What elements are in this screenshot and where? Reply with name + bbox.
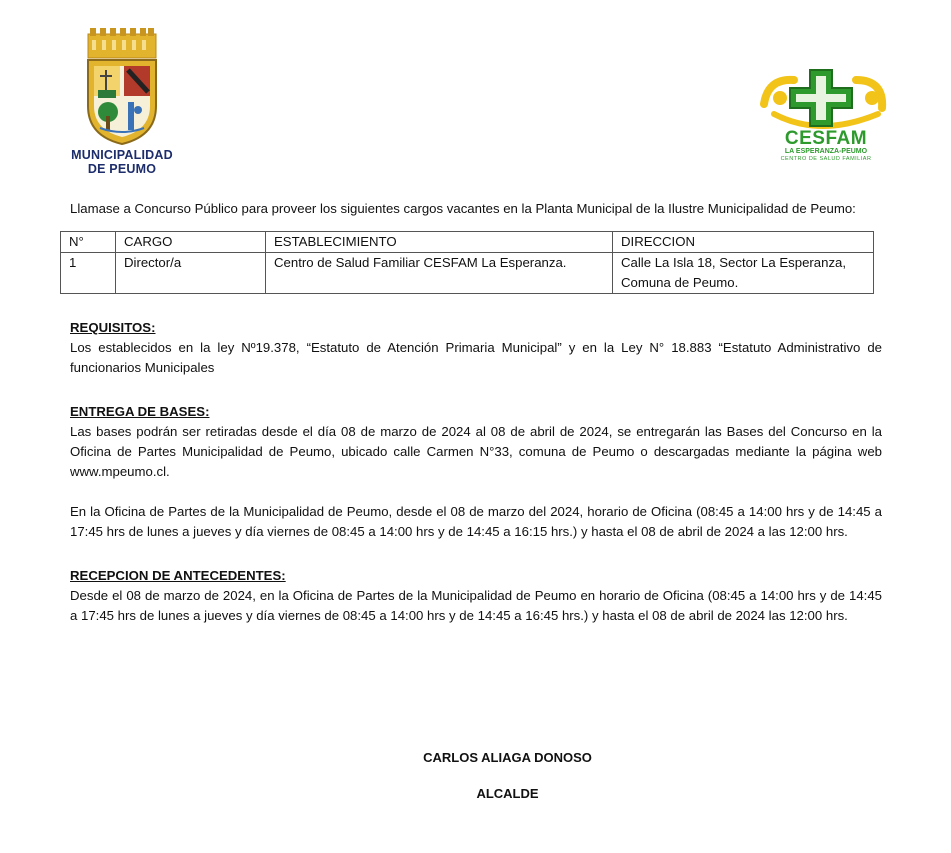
header-cargo: CARGO [116, 232, 266, 253]
municipal-logo-line2: DE PEUMO [87, 162, 157, 176]
recepcion-section [70, 566, 882, 626]
cell-establecimiento: Centro de Salud Familiar CESFAM La Esperanza. [266, 253, 613, 294]
signature-name-text: CARLOS ALIAGA DONOSO [423, 750, 592, 765]
municipal-logo [62, 28, 182, 178]
cesfam-subtitle: LA ESPERANZA-PEUMO [784, 148, 868, 155]
signature-name [0, 750, 951, 765]
table-row [61, 253, 874, 294]
cesfam-name: CESFAM [784, 128, 868, 149]
cesfam-logo [760, 68, 890, 168]
intro-paragraph: Llamase a Concurso Público para proveer los siguientes cargos vacantes en la Planta Municipal de la Ilustre Municipalidad de Peumo: [70, 201, 856, 216]
cell-cargo: Director/a [116, 253, 266, 294]
header-establecimiento: ESTABLECIMIENTO [266, 232, 613, 253]
vacancies-table [60, 231, 874, 294]
signature-role [0, 786, 951, 801]
recepcion-title: RECEPCION DE ANTECEDENTES: [70, 568, 286, 583]
document-body [70, 199, 882, 626]
entrega-title: ENTREGA DE BASES: [70, 404, 210, 419]
table-header-row [61, 232, 874, 253]
municipal-logo-line1: MUNICIPALIDAD [71, 148, 173, 162]
cesfam-tagline: CENTRO DE SALUD FAMILIAR [780, 156, 872, 162]
entrega-section [70, 402, 882, 542]
entrega-paragraph-1: Las bases podrán ser retiradas desde el día 08 de marzo de 2024 al 08 de abril de 2024, se entregarán las Bases del Concurso en la Oficina de Partes Municipalidad de Peumo, ubicado calle Carmen N°33, comuna de Peumo o descargadas mediante la página web www.mpeumo.cl. [70, 424, 882, 479]
recepcion-text: Desde el 08 de marzo de 2024, en la Oficina de Partes de la Municipalidad de Peumo en horario de Oficina (08:45 a 14:00 hrs y de 14:45 a 17:45 hrs de lunes a jueves y día viernes de 08:45 a 14:00 hrs y de 14:45 a 16:45 hrs.) y hasta el 08 de abril de 2024 las 12:00 hrs. [70, 588, 882, 623]
health-cross-icon [760, 68, 890, 132]
coat-of-arms-icon [62, 28, 182, 146]
cell-number: 1 [61, 253, 116, 294]
signature-role-text: ALCALDE [476, 786, 539, 801]
header-number: N° [61, 232, 116, 253]
header-direccion: DIRECCION [613, 232, 874, 253]
requisitos-section [70, 318, 882, 378]
entrega-paragraph-2: En la Oficina de Partes de la Municipalidad de Peumo, desde el 08 de marzo del 2024, horario de Oficina (08:45 a 14:00 hrs y de 14:45 a 17:45 hrs de lunes a jueves y día viernes de 08:45 a 14:00 hrs y de 14:45 a 16:15 hrs.) y hasta el 08 de abril de 2024 a las 12:00 hrs. [70, 504, 882, 539]
cell-direccion: Calle La Isla 18, Sector La Esperanza, Comuna de Peumo. [613, 253, 874, 294]
requisitos-title: REQUISITOS: [70, 320, 156, 335]
requisitos-text: Los establecidos en la ley Nº19.378, “Estatuto de Atención Primaria Municipal” y en la Ley N° 18.883 “Estatuto Administrativo de funcionarios Municipales [70, 340, 882, 375]
